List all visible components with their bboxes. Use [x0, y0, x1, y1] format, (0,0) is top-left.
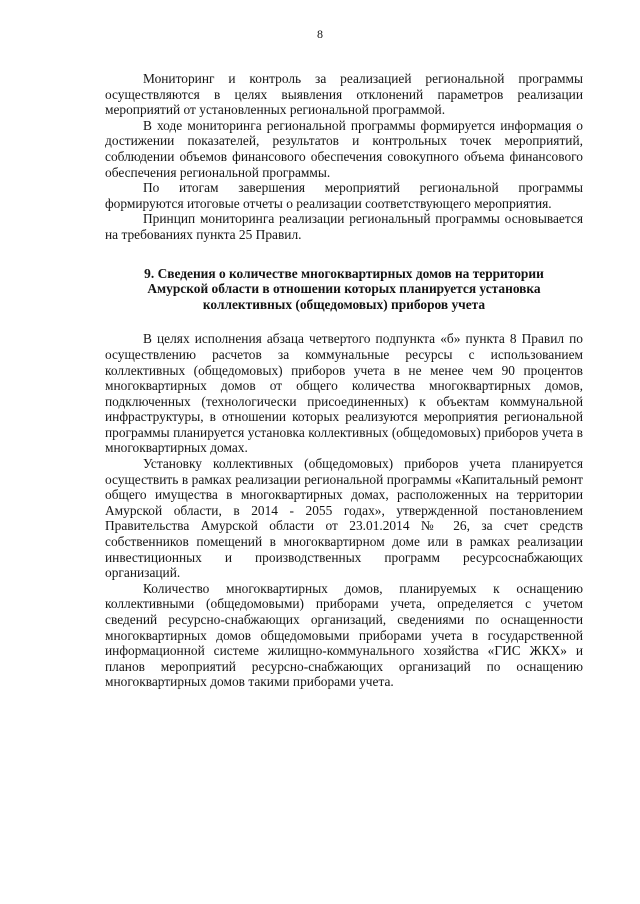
paragraph-monitoring-information: В ходе мониторинга региональной программы формируется информация о достижении показателей, результатов и контрольных точек мероприятий, соблюдении объемов финансового обеспечения совокупного объема финансового обеспечения региональной программы.: [105, 117, 583, 180]
page-number: 8: [317, 27, 323, 41]
paragraph-building-count: Количество многоквартирных домов, планируемых к оснащению коллективными (общедомовыми) приборами учета, определяется с учетом сведений ресурсно-снабжающих организаций, сведениями по оснащенности многоквартирных домов общедомовыми приборами учета в государственной информационной системе жилищно-коммунального хозяйства «ГИС ЖКХ» и планов мероприятий ресурсно-снабжающих организаций по оснащению многоквартирных домов такими приборами учета.: [105, 580, 583, 690]
section-heading-line: Амурской области в отношении которых планируется установка: [147, 281, 541, 297]
paragraph-monitoring-control: Мониторинг и контроль за реализацией региональной программы осуществляются в целях выявления отклонений параметров реализации мероприятий от установленных региональной программой.: [105, 71, 583, 118]
paragraph-metering-installation: Установку коллективных (общедомовых) приборов учета планируется осуществить в рамках реализации региональной программы «Капитальный ремонт общего имущества в многоквартирных домах, расположенных на территории Амурской области, в 2014 - 2055 годах», утвержденной постановлением Правительства Амурской области от 23.01.2014 № 26, за счет средств собственников помещений в многоквартирном доме или в рамках реализации инвестиционных и производственных программ ресурсоснабжающих организаций.: [105, 456, 583, 581]
paragraph-monitoring-principle: Принцип мониторинга реализации региональный программы основывается на требованиях пункта 25 Правил.: [105, 211, 583, 242]
section-heading-line: 9. Сведения о количестве многоквартирных домов на территории: [144, 265, 544, 281]
paragraph-metering-goal: В целях исполнения абзаца четвертого подпункта «б» пункта 8 Правил по осуществлению расчетов за коммунальные ресурсы с использованием коллективных (общедомовых) приборов учета в не менее чем 90 процентов многоквартирных домов от общего количества многоквартирных домов, подключенных (технологически присоединенных) к объектам коммунальной инфраструктуры, в отношении которых реализуются мероприятия региональной программы планируется установка коллективных (общедомовых) приборов учета в многоквартирных домах.: [105, 331, 583, 456]
paragraph-final-reports: По итогам завершения мероприятий региональной программы формируются итоговые отчеты о реализации соответствующего мероприятия.: [105, 180, 583, 211]
page-content: [105, 71, 583, 690]
section-heading-line: коллективных (общедомовых) приборов учета: [202, 296, 486, 312]
section-heading: [105, 266, 583, 313]
